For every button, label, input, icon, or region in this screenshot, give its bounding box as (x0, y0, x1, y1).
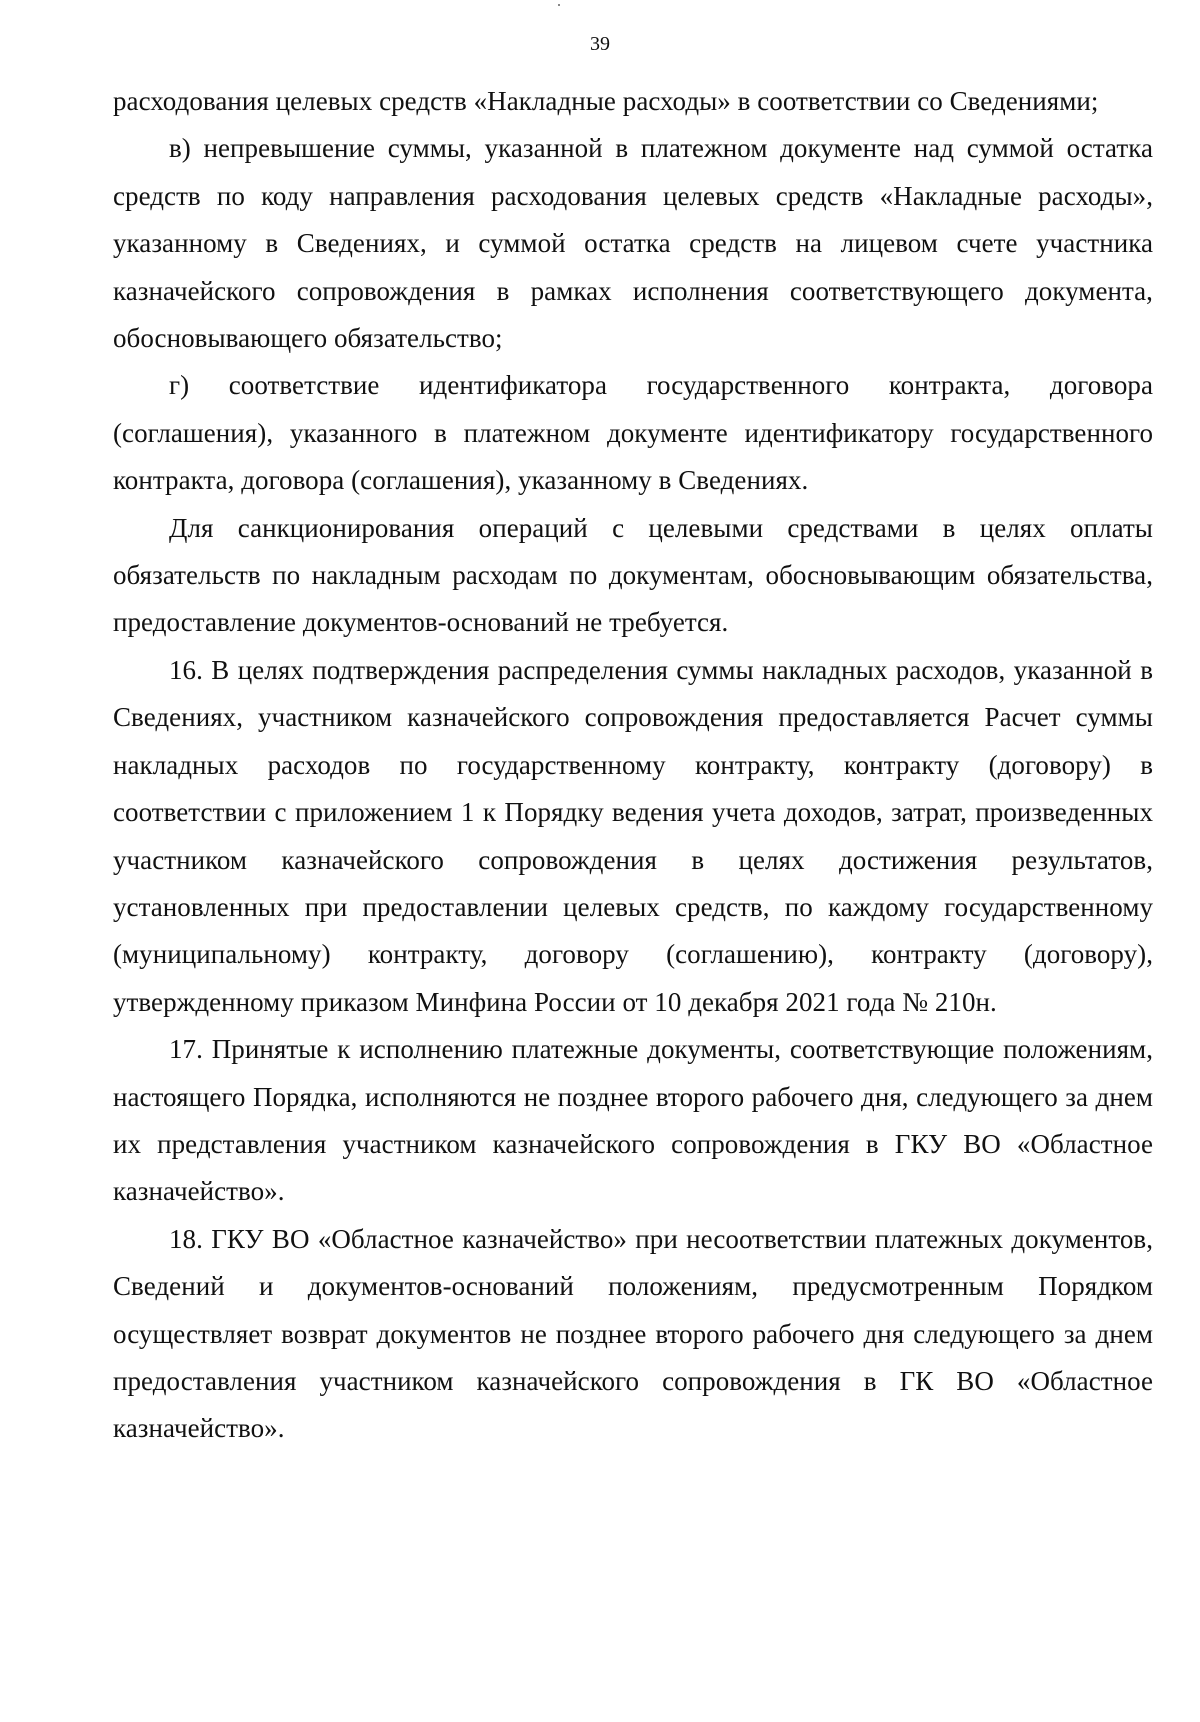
paragraph-continuation: расходования целевых средств «Накладные расходы» в соответствии со Сведениями; (113, 86, 1099, 116)
page-number: 39 (590, 33, 610, 55)
paragraph-clause-16: 16. В целях подтверждения распределения суммы накладных расходов, указанной в Сведениях, участником казначейского сопровождения предоставляется Расчет суммы накладных расходов по государственному контракту, контракту (договору) в соответствии с приложением 1 к Порядку ведения учета доходов, затрат, произведенных участником казначейского сопровождения в целях достижения результатов, установленных при предоставлении целевых средств, по каждому государственному (муниципальному) контракту, договору (соглашению), контракту (договору), утвержденному приказом Минфина России от 10 декабря 2021 года № 210н. (113, 654, 1153, 1017)
paragraph-sanction-note: Для санкционирования операций с целевыми средствами в целях оплаты обязательств по накладным расходам по документам, обосновывающим обязательства, предоставление документов-оснований не требуется. (113, 512, 1153, 638)
document-body (113, 78, 1153, 1453)
paragraph-clause-18: 18. ГКУ ВО «Областное казначейство» при несоответствии платежных документов, Сведений и документов-оснований положениям, предусмотренным Порядком осуществляет возврат документов не позднее второго рабочего дня следующего за днем предоставления участником казначейского сопровождения в ГК ВО «Областное казначейство». (113, 1223, 1153, 1444)
paragraph-clause-17: 17. Принятые к исполнению платежные документы, соответствующие положениям, настоящего Порядка, исполняются не позднее второго рабочего дня, следующего за днем их представления участником казначейского сопровождения в ГКУ ВО «Областное казначейство». (113, 1034, 1153, 1207)
paragraph-item-g: г) соответствие идентификатора государственного контракта, договора (соглашения), указанного в платежном документе идентификатору государственного контракта, договора (соглашения), указанному в Сведениях. (113, 370, 1153, 496)
paragraph-item-v: в) непревышение суммы, указанной в платежном документе над суммой остатка средств по коду направления расходования целевых средств «Накладные расходы», указанному в Сведениях, и суммой остатка средств на лицевом счете участника казначейского сопровождения в рамках исполнения соответствующего документа, обосновывающего обязательство; (113, 133, 1153, 354)
scan-dot (558, 4, 560, 6)
